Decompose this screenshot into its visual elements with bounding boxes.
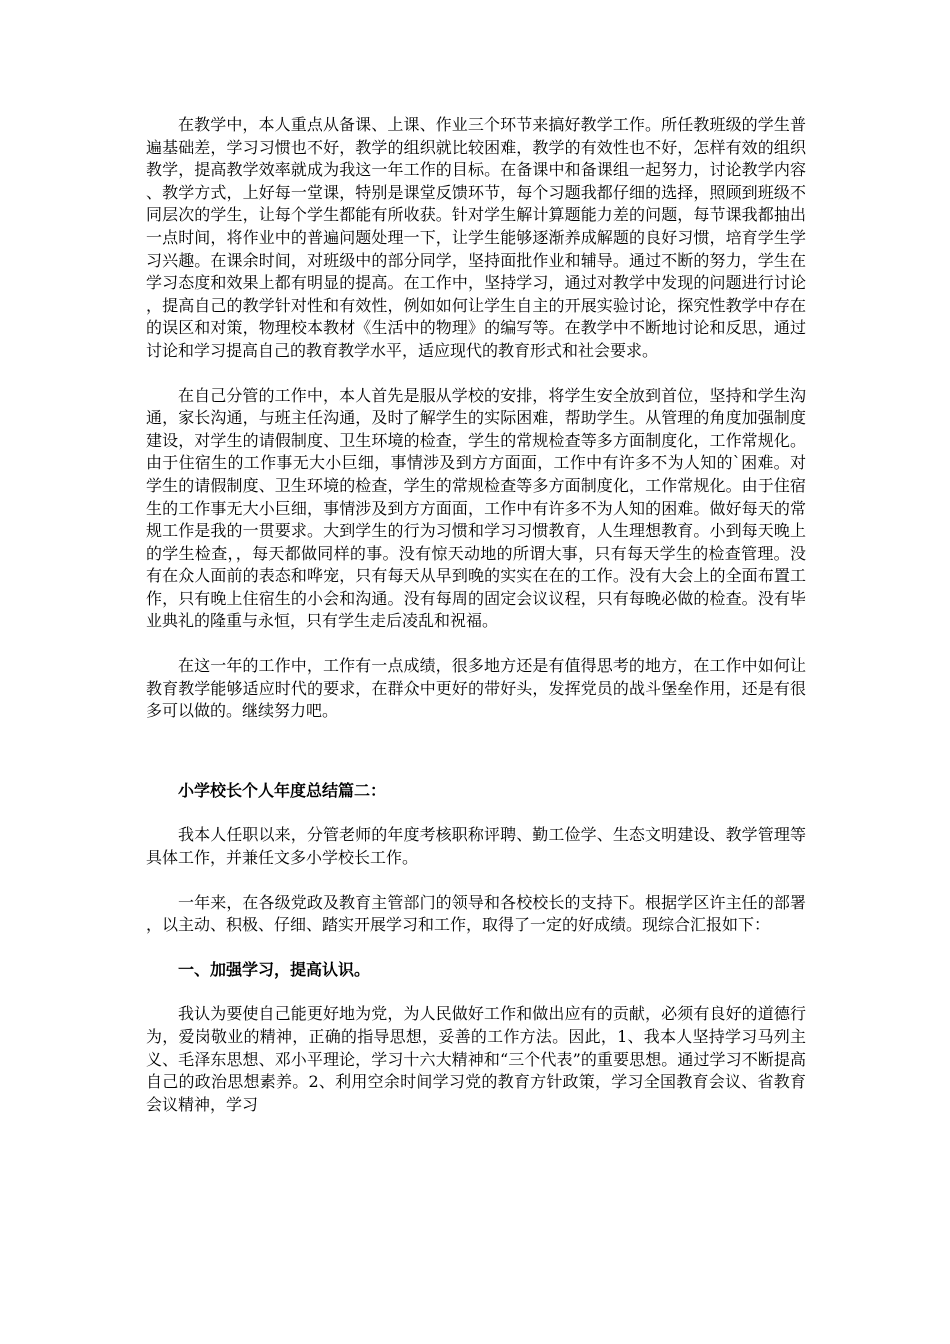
section-gap (146, 723, 806, 780)
paragraph-gap (146, 633, 806, 655)
section-title-part-two: 小学校长个人年度总结篇二： (178, 780, 387, 800)
paragraph-year-summary: 一年来，在各级党政及教育主管部门的领导和各校校长的支持下。根据学区许主任的部署，以主动、积极、仔细、踏实开展学习和工作，取得了一定的好成绩。现综合汇报如下： (146, 892, 806, 935)
paragraph-gap (146, 937, 806, 959)
paragraph-study-details: 我认为要使自己能更好地为党，为人民做好工作和做出应有的贡献，必须有良好的道德行为，爱岗敬业的精神，正确的指导思想，妥善的工作方法。因此，1、我本人坚持学习马列主义、毛泽东思想、邓小平理论，学习十六大精神和“三个代表”的重要思想。通过学习不断提高自己的政治思想素养。2、利用空余时间学习党的教育方针政策，学习全国教育会议、省教育会议精神，学习 (146, 1004, 806, 1114)
paragraph-gap (146, 363, 806, 385)
paragraph-gap (146, 870, 806, 892)
paragraph-duties: 我本人任职以来，分管老师的年度考核职称评聘、勤工俭学、生态文明建设、教学管理等具体工作，并兼任文多小学校长工作。 (146, 825, 806, 868)
paragraph-gap (146, 981, 806, 1003)
paragraph-gap (146, 802, 806, 824)
paragraph-management-work: 在自己分管的工作中，本人首先是服从学校的安排，将学生安全放到首位，坚持和学生沟通，家长沟通，与班主任沟通，及时了解学生的实际困难，帮助学生。从管理的角度加强制度建设，对学生的请假制度、卫生环境的检查，学生的常规检查等多方面制度化，工作常规化。由于住宿生的工作事无大小巨细，事情涉及到方方面面，工作中有许多不为人知的`困难。对学生的请假制度、卫生环境的检查，学生的常规检查等多方面制度化，工作常规化。由于住宿生的工作事无大小巨细，事情涉及到方方面面，工作中有许多不为人知的困难。做好每天的常规工作是我的一贯要求。大到学生的行为习惯和学习习惯教育，人生理想教育。小到每天晚上的学生检查，，每天都做同样的事。没有惊天动地的所谓大事，只有每天学生的检查管理。没有在众人面前的表态和哗宠，只有每天从早到晚的实实在在的工作。没有大会上的全面布置工作，只有晚上住宿生的小会和沟通。没有每周的固定会议议程，只有每晚必做的检查。没有毕业典礼的隆重与永恒，只有学生走后凌乱和祝福。 (146, 385, 806, 631)
document-body (146, 114, 806, 1116)
paragraph-year-reflection: 在这一年的工作中，工作有一点成绩，很多地方还是有值得思考的地方，在工作中如何让教育教学能够适应时代的要求，在群众中更好的带好头，发挥党员的战斗堡垒作用，还是有很多可以做的。继续努力吧。 (146, 656, 806, 721)
paragraph-teaching-work: 在教学中，本人重点从备课、上课、作业三个环节来搞好教学工作。所任教班级的学生普遍基础差，学习习惯也不好，教学的组织就比较困难，教学的有效性也不好，怎样有效的组织教学，提高教学效率就成为我这一年工作的目标。在备课中和备课组一起努力，讨论教学内容、教学方式，上好每一堂课，特别是课堂反馈环节，每个习题我都仔细的选择，照顾到班级不同层次的学生，让每个学生都能有所收获。针对学生解计算题能力差的问题，每节课我都抽出一点时间，将作业中的普遍问题处理一下，让学生能够逐渐养成解题的良好习惯，培育学生学习兴趣。在课余时间，对班级中的部分同学，坚持面批作业和辅导。通过不断的努力，学生在学习态度和效果上都有明显的提高。在工作中，坚持学习，通过对教学中发现的问题进行讨论，提高自己的教学针对性和有效性，例如如何让学生自主的开展实验讨论，探究性教学中存在的误区和对策，物理校本教材《生活中的物理》的编写等。在教学中不断地讨论和反思，通过讨论和学习提高自己的教育教学水平，适应现代的教育形式和社会要求。 (146, 115, 806, 360)
section-heading-study: 一、加强学习，提高认识。 (178, 959, 371, 979)
